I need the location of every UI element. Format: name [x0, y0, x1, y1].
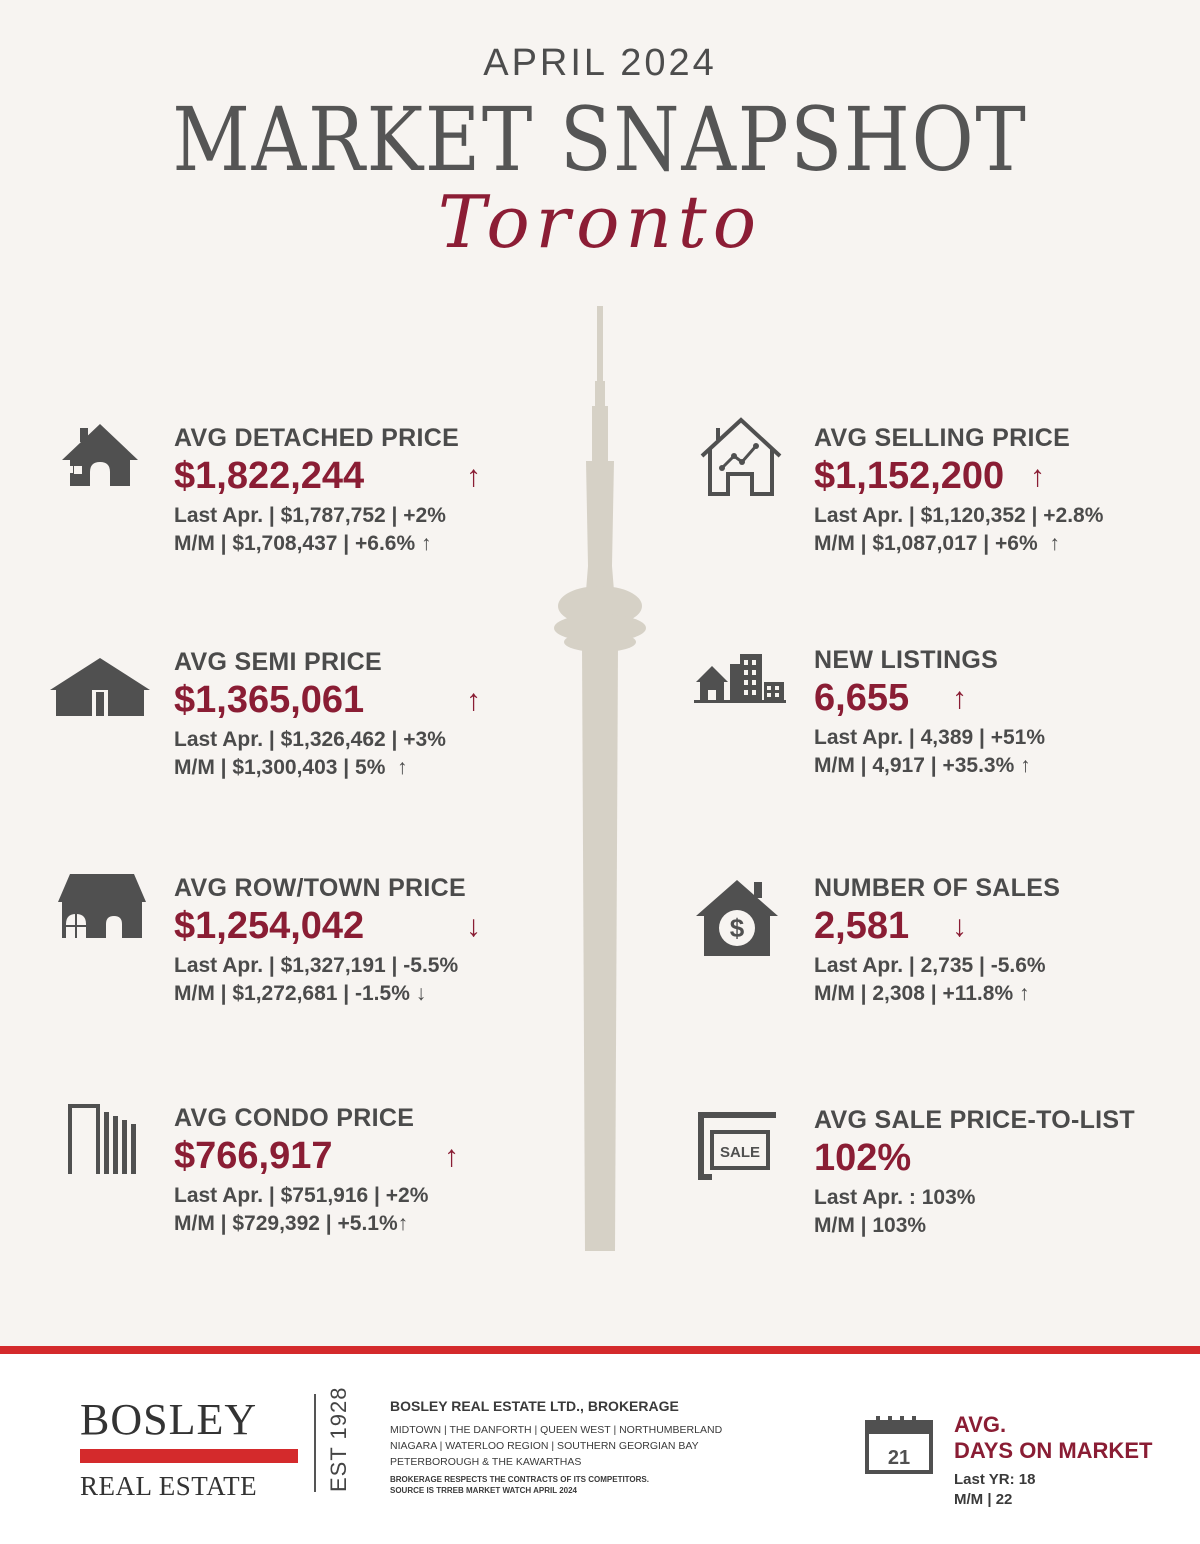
stat-month-over-month: M/M | $1,300,403 | 5% ↑: [174, 756, 408, 779]
dom-month-over-month: M/M | 22: [954, 1491, 1013, 1508]
brokerage-area: NIAGARA | WATERLOO REGION | SOUTHERN GEORGIAN BAY: [390, 1440, 699, 1452]
disclaimer: BROKERAGE RESPECTS THE CONTRACTS OF ITS COMPETITORS.: [390, 1475, 649, 1484]
stat-title: NEW LISTINGS: [814, 646, 999, 674]
semi-house-icon: [48, 656, 152, 716]
footer: [0, 1354, 1200, 1544]
mm-arrow-icon: ↑: [397, 1212, 409, 1235]
stat-title: AVG SALE PRICE-TO-LIST: [814, 1106, 1135, 1134]
brokerage-area: PETERBOROUGH & THE KAWARTHAS: [390, 1456, 582, 1468]
stat-value: $1,152,200 ↑: [814, 455, 1045, 497]
mm-arrow-icon: ↑: [1018, 982, 1030, 1005]
stat-title: AVG DETACHED PRICE: [174, 424, 460, 452]
stat-title: AVG SEMI PRICE: [174, 648, 382, 676]
mm-arrow-icon: ↑: [1020, 754, 1031, 777]
sale-sign-icon: [696, 1110, 778, 1182]
stat-block-new-listings: [814, 646, 1174, 778]
stat-last-year: Last Apr. : 103%: [814, 1186, 976, 1209]
stat-last-year: Last Apr. | $1,326,462 | +3%: [174, 728, 446, 751]
stat-value: 2,581 ↓: [814, 905, 967, 947]
trend-up-arrow-icon: ↑: [1030, 459, 1045, 493]
stat-title: AVG SELLING PRICE: [814, 424, 1071, 452]
stat-block-condo: [174, 1104, 534, 1236]
trend-up-arrow-icon: ↑: [466, 683, 481, 717]
page-title: MARKET SNAPSHOT: [172, 88, 1028, 191]
days-on-market: [954, 1412, 1152, 1510]
stat-title: AVG ROW/TOWN PRICE: [174, 874, 466, 902]
house-chart-icon: [698, 414, 784, 498]
townhouse-icon: [56, 872, 148, 938]
logo-wordmark: BOSLEY: [80, 1395, 258, 1444]
logo-red-bar: [80, 1449, 298, 1463]
stat-block-semi: [174, 648, 534, 780]
stat-block-detached: [174, 424, 534, 556]
stat-last-year: Last Apr. | $1,327,191 | -5.5%: [174, 954, 459, 977]
days-on-market-value: 21: [887, 1447, 911, 1469]
dom-title: AVG.: [954, 1412, 1007, 1437]
dom-last-year: Last YR: 18: [954, 1471, 1036, 1488]
sale-sign-text: SALE: [719, 1144, 761, 1161]
trend-up-arrow-icon: ↑: [444, 1139, 459, 1173]
stat-month-over-month: M/M | 4,917 | +35.3% ↑: [814, 754, 1031, 777]
stat-month-over-month: M/M | 103%: [814, 1214, 927, 1237]
mm-arrow-icon: ↑: [1049, 532, 1060, 555]
source-note: SOURCE IS TRREB MARKET WATCH APRIL 2024: [390, 1486, 577, 1495]
stat-month-over-month: M/M | $729,392 | +5.1%↑: [174, 1212, 409, 1235]
trend-up-arrow-icon: ↑: [952, 681, 967, 715]
stat-value: $1,365,061 ↑: [174, 679, 481, 721]
mm-arrow-icon: ↑: [421, 532, 432, 555]
stat-value: $1,254,042 ↓: [174, 905, 481, 947]
stat-month-over-month: M/M | $1,708,437 | +6.6% ↑: [174, 532, 432, 555]
mm-arrow-icon: ↑: [397, 756, 408, 779]
stat-month-over-month: M/M | $1,272,681 | -1.5% ↓: [174, 982, 427, 1005]
mm-arrow-icon: ↓: [415, 982, 427, 1005]
stat-value: $1,822,244 ↑: [174, 455, 481, 497]
stat-value: $766,917 ↑: [174, 1135, 459, 1177]
stat-last-year: Last Apr. | 4,389 | +51%: [814, 726, 1046, 749]
stat-last-year: Last Apr. | $1,787,752 | +2%: [174, 504, 446, 527]
stat-title: NUMBER OF SALES: [814, 874, 1061, 902]
stat-block-row-town: [174, 874, 534, 1006]
stat-block-price-to-list: [814, 1106, 1174, 1238]
stat-last-year: Last Apr. | $751,916 | +2%: [174, 1184, 429, 1207]
stat-block-selling: [814, 424, 1174, 556]
trend-up-arrow-icon: ↑: [466, 459, 481, 493]
footer-divider: [0, 1346, 1200, 1354]
report-date: APRIL 2024: [483, 42, 717, 84]
brokerage-name: BOSLEY REAL ESTATE LTD., BROKERAGE: [390, 1398, 679, 1414]
stat-block-sales: [814, 874, 1174, 1006]
stat-value: 6,655 ↑: [814, 677, 967, 719]
svg-text:$: $: [729, 913, 745, 943]
dom-title: DAYS ON MARKET: [954, 1438, 1153, 1463]
logo-separator: [314, 1394, 316, 1492]
condo-building-icon: [66, 1102, 138, 1174]
calendar-icon: [864, 1414, 934, 1476]
stat-title: AVG CONDO PRICE: [174, 1104, 415, 1132]
brokerage-area: MIDTOWN | THE DANFORTH | QUEEN WEST | NORTHUMBERLAND: [390, 1424, 723, 1436]
brokerage-info: [390, 1398, 770, 1496]
trend-down-arrow-icon: ↓: [952, 909, 967, 943]
trend-down-arrow-icon: ↓: [466, 909, 481, 943]
cn-tower-illustration: [552, 306, 648, 1252]
house-dollar-icon: [694, 878, 780, 958]
city-buildings-icon: [694, 652, 786, 704]
brand-logo: [80, 1394, 298, 1502]
house-icon: [60, 420, 140, 490]
city-name: Toronto: [437, 180, 763, 264]
logo-subtitle: REAL ESTATE: [80, 1471, 258, 1501]
stat-month-over-month: M/M | $1,087,017 | +6% ↑: [814, 532, 1060, 555]
established-year: EST 1928: [326, 1386, 351, 1492]
stat-last-year: Last Apr. | $1,120,352 | +2.8%: [814, 504, 1104, 527]
stat-month-over-month: M/M | 2,308 | +11.8% ↑: [814, 982, 1030, 1005]
stat-value: 102%: [814, 1137, 912, 1179]
stat-last-year: Last Apr. | 2,735 | -5.6%: [814, 954, 1046, 977]
